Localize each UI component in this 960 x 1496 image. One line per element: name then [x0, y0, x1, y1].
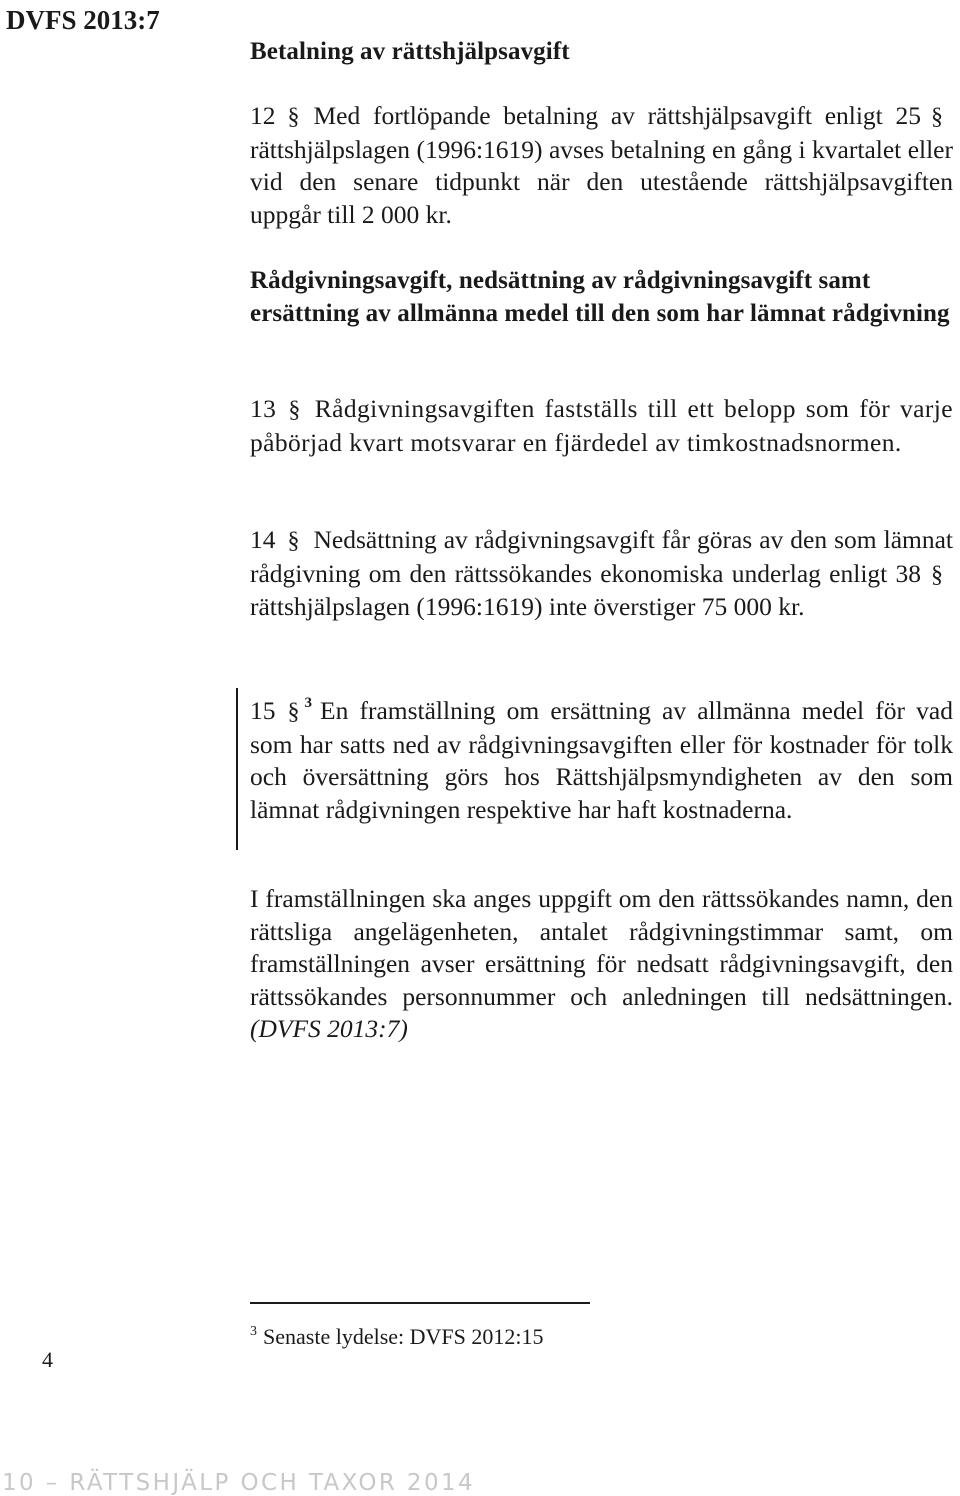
paragraph-number: 15: [250, 696, 276, 725]
paragraph-15-continued: [250, 883, 953, 1046]
footnote-mark: 3: [250, 1324, 257, 1339]
change-bar: [236, 688, 238, 850]
section-sign-icon: §: [931, 561, 943, 588]
footnote: [250, 1318, 544, 1351]
page-number: 4: [42, 1347, 53, 1372]
book-footer: 10 – RÄTTSHJÄLP OCH TAXOR 2014: [2, 1470, 476, 1496]
paragraph-number: 14: [250, 525, 276, 554]
paragraph-text: Rådgivningsavgiften fastställs till ett belopp som för varje påbörjad kvart motsvarar en fjärdedel av timkostnadsnormen.: [250, 394, 953, 457]
paragraph-number: 12: [250, 101, 276, 130]
document-reference: DVFS 2013:7: [6, 5, 160, 35]
footnote-text: Senaste lydelse: DVFS 2012:15: [263, 1324, 544, 1349]
paragraph-text: En framställning om ersättning av allmänna medel för vad som har satts ned av rådgivningsavgiften eller för kostnader för tolk och översättning görs hos Rättshjälpsmyndigheten av den som lämnat rådgivningen respektive har haft kostnaderna.: [250, 696, 953, 824]
section-sign-icon: §: [287, 104, 300, 130]
paragraph-text: rättshjälpslagen (1996:1619) avses betalning en gång i kvartalet eller vid den senare tidpunkt när den utestående rättshjälpsavgiften uppgår till 2 000 kr.: [250, 134, 953, 229]
section-sign-icon: §: [287, 699, 300, 725]
footnote-rule: [250, 1302, 590, 1304]
paragraph-text: Med fortlöpande betalning av rättshjälpsavgift enligt 25: [313, 101, 921, 130]
paragraph-text: Nedsättning av rådgivningsavgift får göras av den som lämnat rådgivning om den rättssökandes ekonomiska underlag enligt 38: [250, 525, 953, 588]
paragraph-text: I framställningen ska anges uppgift om den rättssökandes namn, den rättsliga angelägenheten, antalet rådgivningstimmar samt, om framställningen avser ersättning för nedsatt rådgivningsavgift, den rättssökandes personnummer och anledningen till nedsättningen.: [250, 884, 953, 1011]
section-heading-advice: Rådgivningsavgift, nedsättning av rådgivningsavgift samt ersättning av allmänna medel till den som har lämnat rådgivning: [250, 267, 950, 327]
section-sign-icon: §: [931, 104, 943, 130]
section-heading-payment: Betalning av rättshjälpsavgift: [250, 38, 570, 65]
paragraph-15: [250, 687, 953, 826]
section-sign-icon: §: [287, 528, 300, 554]
section-sign-icon: §: [288, 397, 301, 423]
amendment-reference: (DVFS 2013:7): [250, 1014, 408, 1044]
paragraph-number: 13: [250, 394, 277, 423]
paragraph-14: [250, 524, 953, 624]
paragraph-text: rättshjälpslagen (1996:1619) inte överstiger 75 000 kr.: [250, 592, 805, 622]
paragraph-13: [250, 393, 953, 459]
footnote-reference[interactable]: 3: [304, 695, 312, 711]
paragraph-12: [250, 100, 953, 231]
